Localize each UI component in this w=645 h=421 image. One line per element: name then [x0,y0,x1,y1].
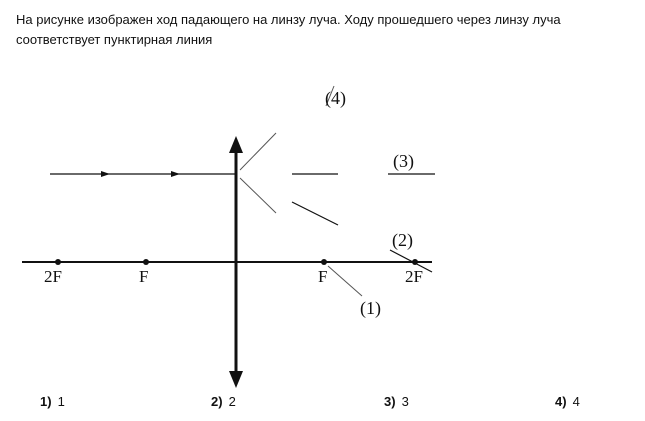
answer-number: 1) [40,394,52,409]
label-f-right: F [318,267,328,286]
answer-number: 4) [555,394,567,409]
answer-option-2[interactable] [211,394,236,409]
answer-number: 3) [384,394,396,409]
label-line-3: (3) [393,151,414,171]
answer-value: 4 [572,394,580,409]
question-line-2: соответствует пунктирная линия [16,32,213,47]
answer-number: 2) [211,394,223,409]
label-2f-right: 2F [405,267,423,286]
point-f-left [143,259,149,265]
question-line-1: На рисунке изображен ход падающего на линзу луча. Ходу прошедшего через линзу луча [16,12,561,27]
label-line-2: (2) [392,230,413,250]
incident-ray-arrow-2 [171,171,180,177]
answer-value: 3 [401,394,409,409]
answer-option-1[interactable] [40,394,65,409]
line-1-segment [328,266,362,296]
label-line-1: (1) [360,298,381,318]
line-4-segment [240,133,276,170]
lens-arrow-top [229,136,243,153]
answer-value: 1 [57,394,65,409]
incident-ray-arrow-1 [101,171,110,177]
lens-arrow-bottom [229,371,243,388]
label-2f-left: 2F [44,267,62,286]
point-f-right [321,259,327,265]
answer-option-3[interactable] [384,394,409,409]
label-f-left: F [139,267,149,286]
answer-options [0,394,645,414]
answer-value: 2 [228,394,236,409]
answer-option-4[interactable] [555,394,580,409]
line-2-segment-b [292,202,338,225]
point-2f-left [55,259,61,265]
line-2-segment-a [240,178,276,213]
label-line-4: (4) [325,88,346,108]
